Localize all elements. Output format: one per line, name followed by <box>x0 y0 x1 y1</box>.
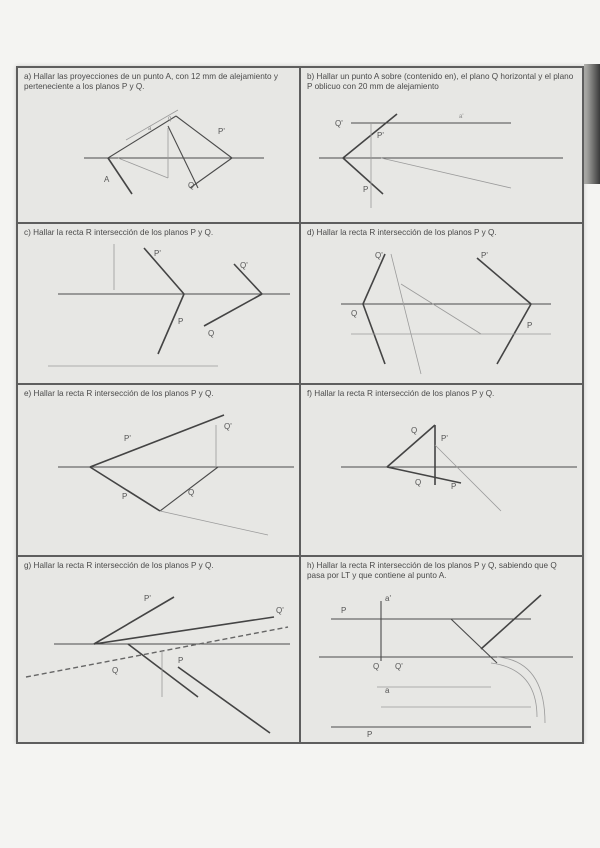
label-p: P <box>178 317 184 326</box>
svg-text:a': a' <box>459 114 464 120</box>
panel-h-caption: h) Hallar la recta R intersección de los planos P y Q, sabiendo que Q pasa por LT y que contiene al punto A. <box>307 561 557 580</box>
panel-c-drawing <box>18 224 301 385</box>
label-q-prime: Q' <box>395 662 403 671</box>
panel-h-drawing <box>301 557 584 744</box>
label-q: Q <box>351 309 358 318</box>
label-p: P <box>178 656 184 665</box>
worksheet <box>16 66 584 744</box>
label-q: Q <box>188 488 195 497</box>
label-p-upper: P <box>341 606 347 615</box>
label-q: Q <box>112 666 119 675</box>
page-margin <box>0 744 600 848</box>
label-a-prime: a' <box>385 594 391 603</box>
label-p-prime: P' <box>218 127 225 136</box>
label-p-prime: P' <box>481 251 488 260</box>
panel-a <box>16 66 301 224</box>
panel-d <box>299 222 584 385</box>
label-p-prime: P' <box>144 594 151 603</box>
panel-b-drawing <box>301 68 584 224</box>
panel-d-drawing <box>301 224 584 385</box>
photo-edge <box>584 64 600 184</box>
panel-f-caption: f) Hallar la recta R intersección de los planos P y Q. <box>307 389 495 398</box>
label-q-prime: Q' <box>240 261 248 270</box>
panel-e-caption: e) Hallar la recta R intersección de los planos P y Q. <box>24 389 214 398</box>
label-p: P <box>451 482 457 491</box>
label-a: a <box>385 686 390 695</box>
label-p: P <box>367 730 373 739</box>
label-q-prime: Q' <box>335 119 343 128</box>
label-q: Q <box>415 478 422 487</box>
panel-a-caption: a) Hallar las proyecciones de un punto A, con 12 mm de alejamiento y perteneciente a los planos P y Q. <box>24 72 278 91</box>
label-p-prime: P' <box>377 131 384 140</box>
panel-f <box>299 383 584 557</box>
panel-d-caption: d) Hallar la recta R intersección de los planos P y Q. <box>307 228 497 237</box>
panel-c <box>16 222 301 385</box>
label-a: A <box>104 175 110 184</box>
label-q-prime: Q' <box>375 251 383 260</box>
label-p-prime: P' <box>441 434 448 443</box>
label-q-bar: Q <box>373 662 380 671</box>
label-p: P <box>527 321 533 330</box>
panel-g-drawing <box>18 557 301 744</box>
label-q-upper: Q <box>411 426 418 435</box>
panel-e <box>16 383 301 557</box>
panel-h <box>299 555 584 744</box>
label-q: Q <box>188 181 195 190</box>
panel-e-drawing <box>18 385 301 557</box>
label-q-prime: Q' <box>224 422 232 431</box>
panel-c-caption: c) Hallar la recta R intersección de los planos P y Q. <box>24 228 214 237</box>
panel-a-drawing <box>18 68 301 224</box>
panel-b-caption: b) Hallar un punto A sobre (contenido en), el plano Q horizontal y el plano P oblicuo con 20 mm de alejamiento <box>307 72 574 91</box>
svg-text:a: a <box>148 126 152 132</box>
label-p-prime: P' <box>124 434 131 443</box>
label-q-prime: Q' <box>276 606 284 615</box>
exercise-grid <box>16 66 584 744</box>
label-p: P <box>363 185 369 194</box>
label-p-prime: P' <box>154 249 161 258</box>
panel-f-drawing <box>301 385 584 557</box>
label-q: Q <box>208 329 215 338</box>
panel-b <box>299 66 584 224</box>
panel-g <box>16 555 301 744</box>
label-p: P <box>122 492 128 501</box>
svg-text:q: q <box>168 116 172 122</box>
panel-g-caption: g) Hallar la recta R intersección de los planos P y Q. <box>24 561 214 570</box>
